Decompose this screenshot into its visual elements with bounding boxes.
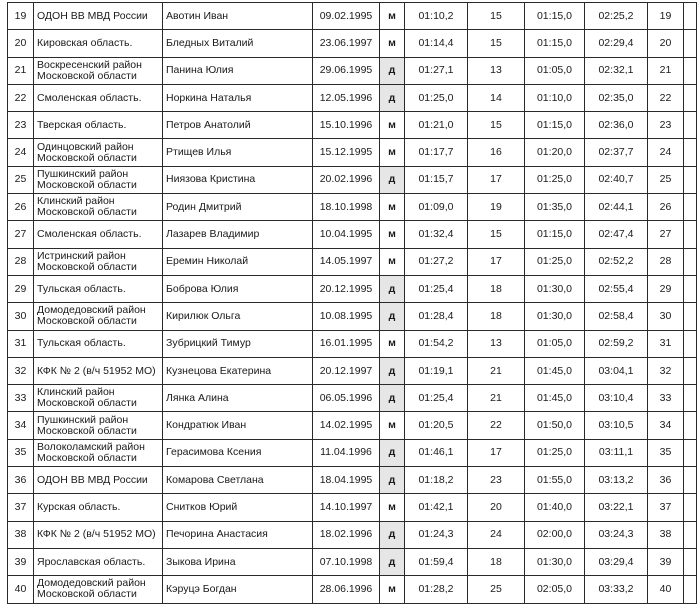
run-time: 01:42,1	[405, 494, 468, 521]
row-number: 19	[8, 3, 34, 30]
row-number: 36	[8, 467, 34, 494]
penalty-count: 23	[468, 467, 525, 494]
penalty-count: 18	[468, 303, 525, 330]
penalty-time: 02:00,0	[525, 521, 585, 548]
empty-cell	[684, 139, 697, 166]
row-number: 33	[8, 385, 34, 412]
sex-cell: д	[380, 467, 405, 494]
run-time: 01:20,5	[405, 412, 468, 439]
place-cell: 28	[648, 248, 684, 275]
row-number: 30	[8, 303, 34, 330]
total-time: 03:33,2	[585, 576, 648, 603]
birth-date: 11.04.1996	[313, 439, 380, 466]
place-cell: 32	[648, 357, 684, 384]
penalty-count: 24	[468, 521, 525, 548]
penalty-time: 01:35,0	[525, 194, 585, 221]
birth-date: 14.10.1997	[313, 494, 380, 521]
total-time: 03:22,1	[585, 494, 648, 521]
row-number: 26	[8, 194, 34, 221]
row-number: 22	[8, 84, 34, 111]
sex-cell: д	[380, 166, 405, 193]
penalty-count: 17	[468, 439, 525, 466]
participant-name: Ртищев Илья	[163, 139, 313, 166]
total-time: 03:13,2	[585, 467, 648, 494]
run-time: 01:14,4	[405, 30, 468, 57]
table-row	[8, 139, 697, 166]
penalty-count: 19	[468, 194, 525, 221]
birth-date: 29.06.1995	[313, 57, 380, 84]
region-cell: Одинцовский район Московской области	[34, 139, 163, 166]
participant-name: Кирилюк Ольга	[163, 303, 313, 330]
place-cell: 25	[648, 166, 684, 193]
empty-cell	[684, 412, 697, 439]
sex-cell: м	[380, 494, 405, 521]
region-cell: Воскресенский район Московской области	[34, 57, 163, 84]
place-cell: 27	[648, 221, 684, 248]
table-row	[8, 57, 697, 84]
region-cell: Домодедовский район Московской области	[34, 576, 163, 603]
empty-cell	[684, 112, 697, 139]
empty-cell	[684, 221, 697, 248]
run-time: 01:27,1	[405, 57, 468, 84]
penalty-time: 01:15,0	[525, 112, 585, 139]
table-row	[8, 521, 697, 548]
region-cell: Клинский район Московской области	[34, 385, 163, 412]
place-cell: 40	[648, 576, 684, 603]
place-cell: 19	[648, 3, 684, 30]
row-number: 32	[8, 357, 34, 384]
table-row	[8, 385, 697, 412]
participant-name: Боброва Юлия	[163, 275, 313, 302]
participant-name: Кондратюк Иван	[163, 412, 313, 439]
penalty-time: 01:15,0	[525, 3, 585, 30]
empty-cell	[684, 548, 697, 575]
participant-name: Норкина Наталья	[163, 84, 313, 111]
penalty-time: 01:25,0	[525, 166, 585, 193]
run-time: 01:59,4	[405, 548, 468, 575]
table-row	[8, 576, 697, 603]
sex-cell: д	[380, 521, 405, 548]
region-cell: Тверская область.	[34, 112, 163, 139]
penalty-count: 14	[468, 84, 525, 111]
region-cell: Тульская область.	[34, 275, 163, 302]
participant-name: Зыкова Ирина	[163, 548, 313, 575]
results-table-body	[8, 3, 697, 604]
empty-cell	[684, 194, 697, 221]
place-cell: 36	[648, 467, 684, 494]
row-number: 29	[8, 275, 34, 302]
participant-name: Снитков Юрий	[163, 494, 313, 521]
run-time: 01:25,0	[405, 84, 468, 111]
row-number: 38	[8, 521, 34, 548]
penalty-count: 22	[468, 412, 525, 439]
table-row	[8, 194, 697, 221]
penalty-count: 21	[468, 357, 525, 384]
participant-name: Зубрицкий Тимур	[163, 330, 313, 357]
participant-name: Герасимова Ксения	[163, 439, 313, 466]
region-cell: КФК № 2 (в/ч 51952 МО)	[34, 357, 163, 384]
region-cell: Клинский район Московской области	[34, 194, 163, 221]
birth-date: 18.10.1998	[313, 194, 380, 221]
total-time: 03:04,1	[585, 357, 648, 384]
results-table	[7, 2, 697, 604]
row-number: 21	[8, 57, 34, 84]
place-cell: 34	[648, 412, 684, 439]
place-cell: 29	[648, 275, 684, 302]
run-time: 01:10,2	[405, 3, 468, 30]
penalty-time: 01:55,0	[525, 467, 585, 494]
total-time: 02:40,7	[585, 166, 648, 193]
place-cell: 20	[648, 30, 684, 57]
birth-date: 10.04.1995	[313, 221, 380, 248]
table-row	[8, 548, 697, 575]
place-cell: 22	[648, 84, 684, 111]
birth-date: 20.12.1995	[313, 275, 380, 302]
sex-cell: д	[380, 275, 405, 302]
row-number: 40	[8, 576, 34, 603]
sex-cell: м	[380, 248, 405, 275]
participant-name: Лянка Алина	[163, 385, 313, 412]
place-cell: 31	[648, 330, 684, 357]
sex-cell: д	[380, 303, 405, 330]
sex-cell: д	[380, 439, 405, 466]
region-cell: Смоленская область.	[34, 221, 163, 248]
birth-date: 28.06.1996	[313, 576, 380, 603]
empty-cell	[684, 30, 697, 57]
total-time: 02:47,4	[585, 221, 648, 248]
table-row	[8, 84, 697, 111]
sex-cell: д	[380, 84, 405, 111]
total-time: 03:11,1	[585, 439, 648, 466]
penalty-count: 18	[468, 275, 525, 302]
total-time: 02:29,4	[585, 30, 648, 57]
empty-cell	[684, 3, 697, 30]
row-number: 28	[8, 248, 34, 275]
penalty-time: 02:05,0	[525, 576, 585, 603]
row-number: 34	[8, 412, 34, 439]
penalty-count: 15	[468, 3, 525, 30]
participant-name: Лазарев Владимир	[163, 221, 313, 248]
sex-cell: м	[380, 30, 405, 57]
empty-cell	[684, 576, 697, 603]
total-time: 02:36,0	[585, 112, 648, 139]
run-time: 01:54,2	[405, 330, 468, 357]
birth-date: 12.05.1996	[313, 84, 380, 111]
penalty-count: 13	[468, 57, 525, 84]
run-time: 01:25,4	[405, 385, 468, 412]
birth-date: 10.08.1995	[313, 303, 380, 330]
empty-cell	[684, 303, 697, 330]
row-number: 25	[8, 166, 34, 193]
birth-date: 20.12.1997	[313, 357, 380, 384]
run-time: 01:32,4	[405, 221, 468, 248]
penalty-count: 21	[468, 385, 525, 412]
row-number: 23	[8, 112, 34, 139]
row-number: 35	[8, 439, 34, 466]
place-cell: 21	[648, 57, 684, 84]
sex-cell: м	[380, 330, 405, 357]
birth-date: 06.05.1996	[313, 385, 380, 412]
table-row	[8, 494, 697, 521]
place-cell: 24	[648, 139, 684, 166]
place-cell: 39	[648, 548, 684, 575]
region-cell: Ярославская область.	[34, 548, 163, 575]
table-row	[8, 248, 697, 275]
empty-cell	[684, 57, 697, 84]
total-time: 02:59,2	[585, 330, 648, 357]
place-cell: 35	[648, 439, 684, 466]
empty-cell	[684, 521, 697, 548]
participant-name: Еремин Николай	[163, 248, 313, 275]
empty-cell	[684, 385, 697, 412]
penalty-count: 20	[468, 494, 525, 521]
sex-cell: д	[380, 548, 405, 575]
run-time: 01:27,2	[405, 248, 468, 275]
region-cell: Домодедовский район Московской области	[34, 303, 163, 330]
run-time: 01:19,1	[405, 357, 468, 384]
table-row	[8, 3, 697, 30]
sex-cell: м	[380, 576, 405, 603]
region-cell: Волоколамский район Московской области	[34, 439, 163, 466]
region-cell: Курская область.	[34, 494, 163, 521]
participant-name: Панина Юлия	[163, 57, 313, 84]
run-time: 01:15,7	[405, 166, 468, 193]
birth-date: 09.02.1995	[313, 3, 380, 30]
penalty-time: 01:50,0	[525, 412, 585, 439]
table-row	[8, 303, 697, 330]
total-time: 02:58,4	[585, 303, 648, 330]
place-cell: 33	[648, 385, 684, 412]
place-cell: 23	[648, 112, 684, 139]
run-time: 01:25,4	[405, 275, 468, 302]
run-time: 01:18,2	[405, 467, 468, 494]
total-time: 02:37,7	[585, 139, 648, 166]
sex-cell: м	[380, 112, 405, 139]
place-cell: 30	[648, 303, 684, 330]
participant-name: Кузнецова Екатерина	[163, 357, 313, 384]
empty-cell	[684, 439, 697, 466]
empty-cell	[684, 467, 697, 494]
participant-name: Авотин Иван	[163, 3, 313, 30]
birth-date: 14.02.1995	[313, 412, 380, 439]
row-number: 39	[8, 548, 34, 575]
table-row	[8, 330, 697, 357]
penalty-count: 18	[468, 548, 525, 575]
empty-cell	[684, 357, 697, 384]
sex-cell: м	[380, 139, 405, 166]
penalty-time: 01:45,0	[525, 385, 585, 412]
penalty-count: 25	[468, 576, 525, 603]
penalty-count: 16	[468, 139, 525, 166]
birth-date: 14.05.1997	[313, 248, 380, 275]
birth-date: 23.06.1997	[313, 30, 380, 57]
birth-date: 15.12.1995	[313, 139, 380, 166]
empty-cell	[684, 275, 697, 302]
place-cell: 26	[648, 194, 684, 221]
table-row	[8, 467, 697, 494]
penalty-time: 01:30,0	[525, 303, 585, 330]
row-number: 24	[8, 139, 34, 166]
penalty-time: 01:40,0	[525, 494, 585, 521]
empty-cell	[684, 494, 697, 521]
sex-cell: д	[380, 57, 405, 84]
region-cell: Пушкинский район Московской области	[34, 412, 163, 439]
table-row	[8, 357, 697, 384]
region-cell: КФК № 2 (в/ч 51952 МО)	[34, 521, 163, 548]
sex-cell: м	[380, 194, 405, 221]
region-cell: Пушкинский район Московской области	[34, 166, 163, 193]
table-row	[8, 221, 697, 248]
region-cell: Истринский район Московской области	[34, 248, 163, 275]
run-time: 01:17,7	[405, 139, 468, 166]
table-row	[8, 166, 697, 193]
penalty-count: 17	[468, 248, 525, 275]
region-cell: Смоленская область.	[34, 84, 163, 111]
run-time: 01:24,3	[405, 521, 468, 548]
birth-date: 18.02.1996	[313, 521, 380, 548]
row-number: 20	[8, 30, 34, 57]
sex-cell: м	[380, 412, 405, 439]
penalty-time: 01:45,0	[525, 357, 585, 384]
total-time: 02:32,1	[585, 57, 648, 84]
penalty-time: 01:05,0	[525, 57, 585, 84]
run-time: 01:28,2	[405, 576, 468, 603]
penalty-time: 01:30,0	[525, 548, 585, 575]
run-time: 01:21,0	[405, 112, 468, 139]
place-cell: 37	[648, 494, 684, 521]
penalty-time: 01:25,0	[525, 248, 585, 275]
empty-cell	[684, 166, 697, 193]
birth-date: 15.10.1996	[313, 112, 380, 139]
table-row	[8, 30, 697, 57]
sex-cell: м	[380, 3, 405, 30]
penalty-time: 01:30,0	[525, 275, 585, 302]
total-time: 03:29,4	[585, 548, 648, 575]
table-row	[8, 275, 697, 302]
region-cell: ОДОН ВВ МВД России	[34, 3, 163, 30]
row-number: 27	[8, 221, 34, 248]
birth-date: 20.02.1996	[313, 166, 380, 193]
penalty-time: 01:20,0	[525, 139, 585, 166]
total-time: 02:52,2	[585, 248, 648, 275]
region-cell: Тульская область.	[34, 330, 163, 357]
participant-name: Комарова Светлана	[163, 467, 313, 494]
participant-name: Петров Анатолий	[163, 112, 313, 139]
penalty-time: 01:05,0	[525, 330, 585, 357]
empty-cell	[684, 248, 697, 275]
penalty-count: 15	[468, 221, 525, 248]
penalty-count: 17	[468, 166, 525, 193]
participant-name: Бледных Виталий	[163, 30, 313, 57]
run-time: 01:09,0	[405, 194, 468, 221]
total-time: 02:44,1	[585, 194, 648, 221]
total-time: 02:25,2	[585, 3, 648, 30]
table-row	[8, 112, 697, 139]
penalty-count: 13	[468, 330, 525, 357]
penalty-time: 01:25,0	[525, 439, 585, 466]
birth-date: 18.04.1995	[313, 467, 380, 494]
participant-name: Печорина Анастасия	[163, 521, 313, 548]
total-time: 03:10,4	[585, 385, 648, 412]
place-cell: 38	[648, 521, 684, 548]
total-time: 02:55,4	[585, 275, 648, 302]
empty-cell	[684, 330, 697, 357]
penalty-count: 15	[468, 112, 525, 139]
participant-name: Кэруцэ Богдан	[163, 576, 313, 603]
sex-cell: м	[380, 221, 405, 248]
birth-date: 16.01.1995	[313, 330, 380, 357]
total-time: 03:24,3	[585, 521, 648, 548]
row-number: 31	[8, 330, 34, 357]
table-row	[8, 412, 697, 439]
penalty-time: 01:15,0	[525, 30, 585, 57]
sex-cell: д	[380, 385, 405, 412]
row-number: 37	[8, 494, 34, 521]
region-cell: ОДОН ВВ МВД России	[34, 467, 163, 494]
run-time: 01:46,1	[405, 439, 468, 466]
participant-name: Родин Дмитрий	[163, 194, 313, 221]
total-time: 02:35,0	[585, 84, 648, 111]
table-row	[8, 439, 697, 466]
region-cell: Кировская область.	[34, 30, 163, 57]
empty-cell	[684, 84, 697, 111]
penalty-count: 15	[468, 30, 525, 57]
birth-date: 07.10.1998	[313, 548, 380, 575]
penalty-time: 01:15,0	[525, 221, 585, 248]
participant-name: Ниязова Кристина	[163, 166, 313, 193]
total-time: 03:10,5	[585, 412, 648, 439]
run-time: 01:28,4	[405, 303, 468, 330]
penalty-time: 01:10,0	[525, 84, 585, 111]
sex-cell: д	[380, 357, 405, 384]
